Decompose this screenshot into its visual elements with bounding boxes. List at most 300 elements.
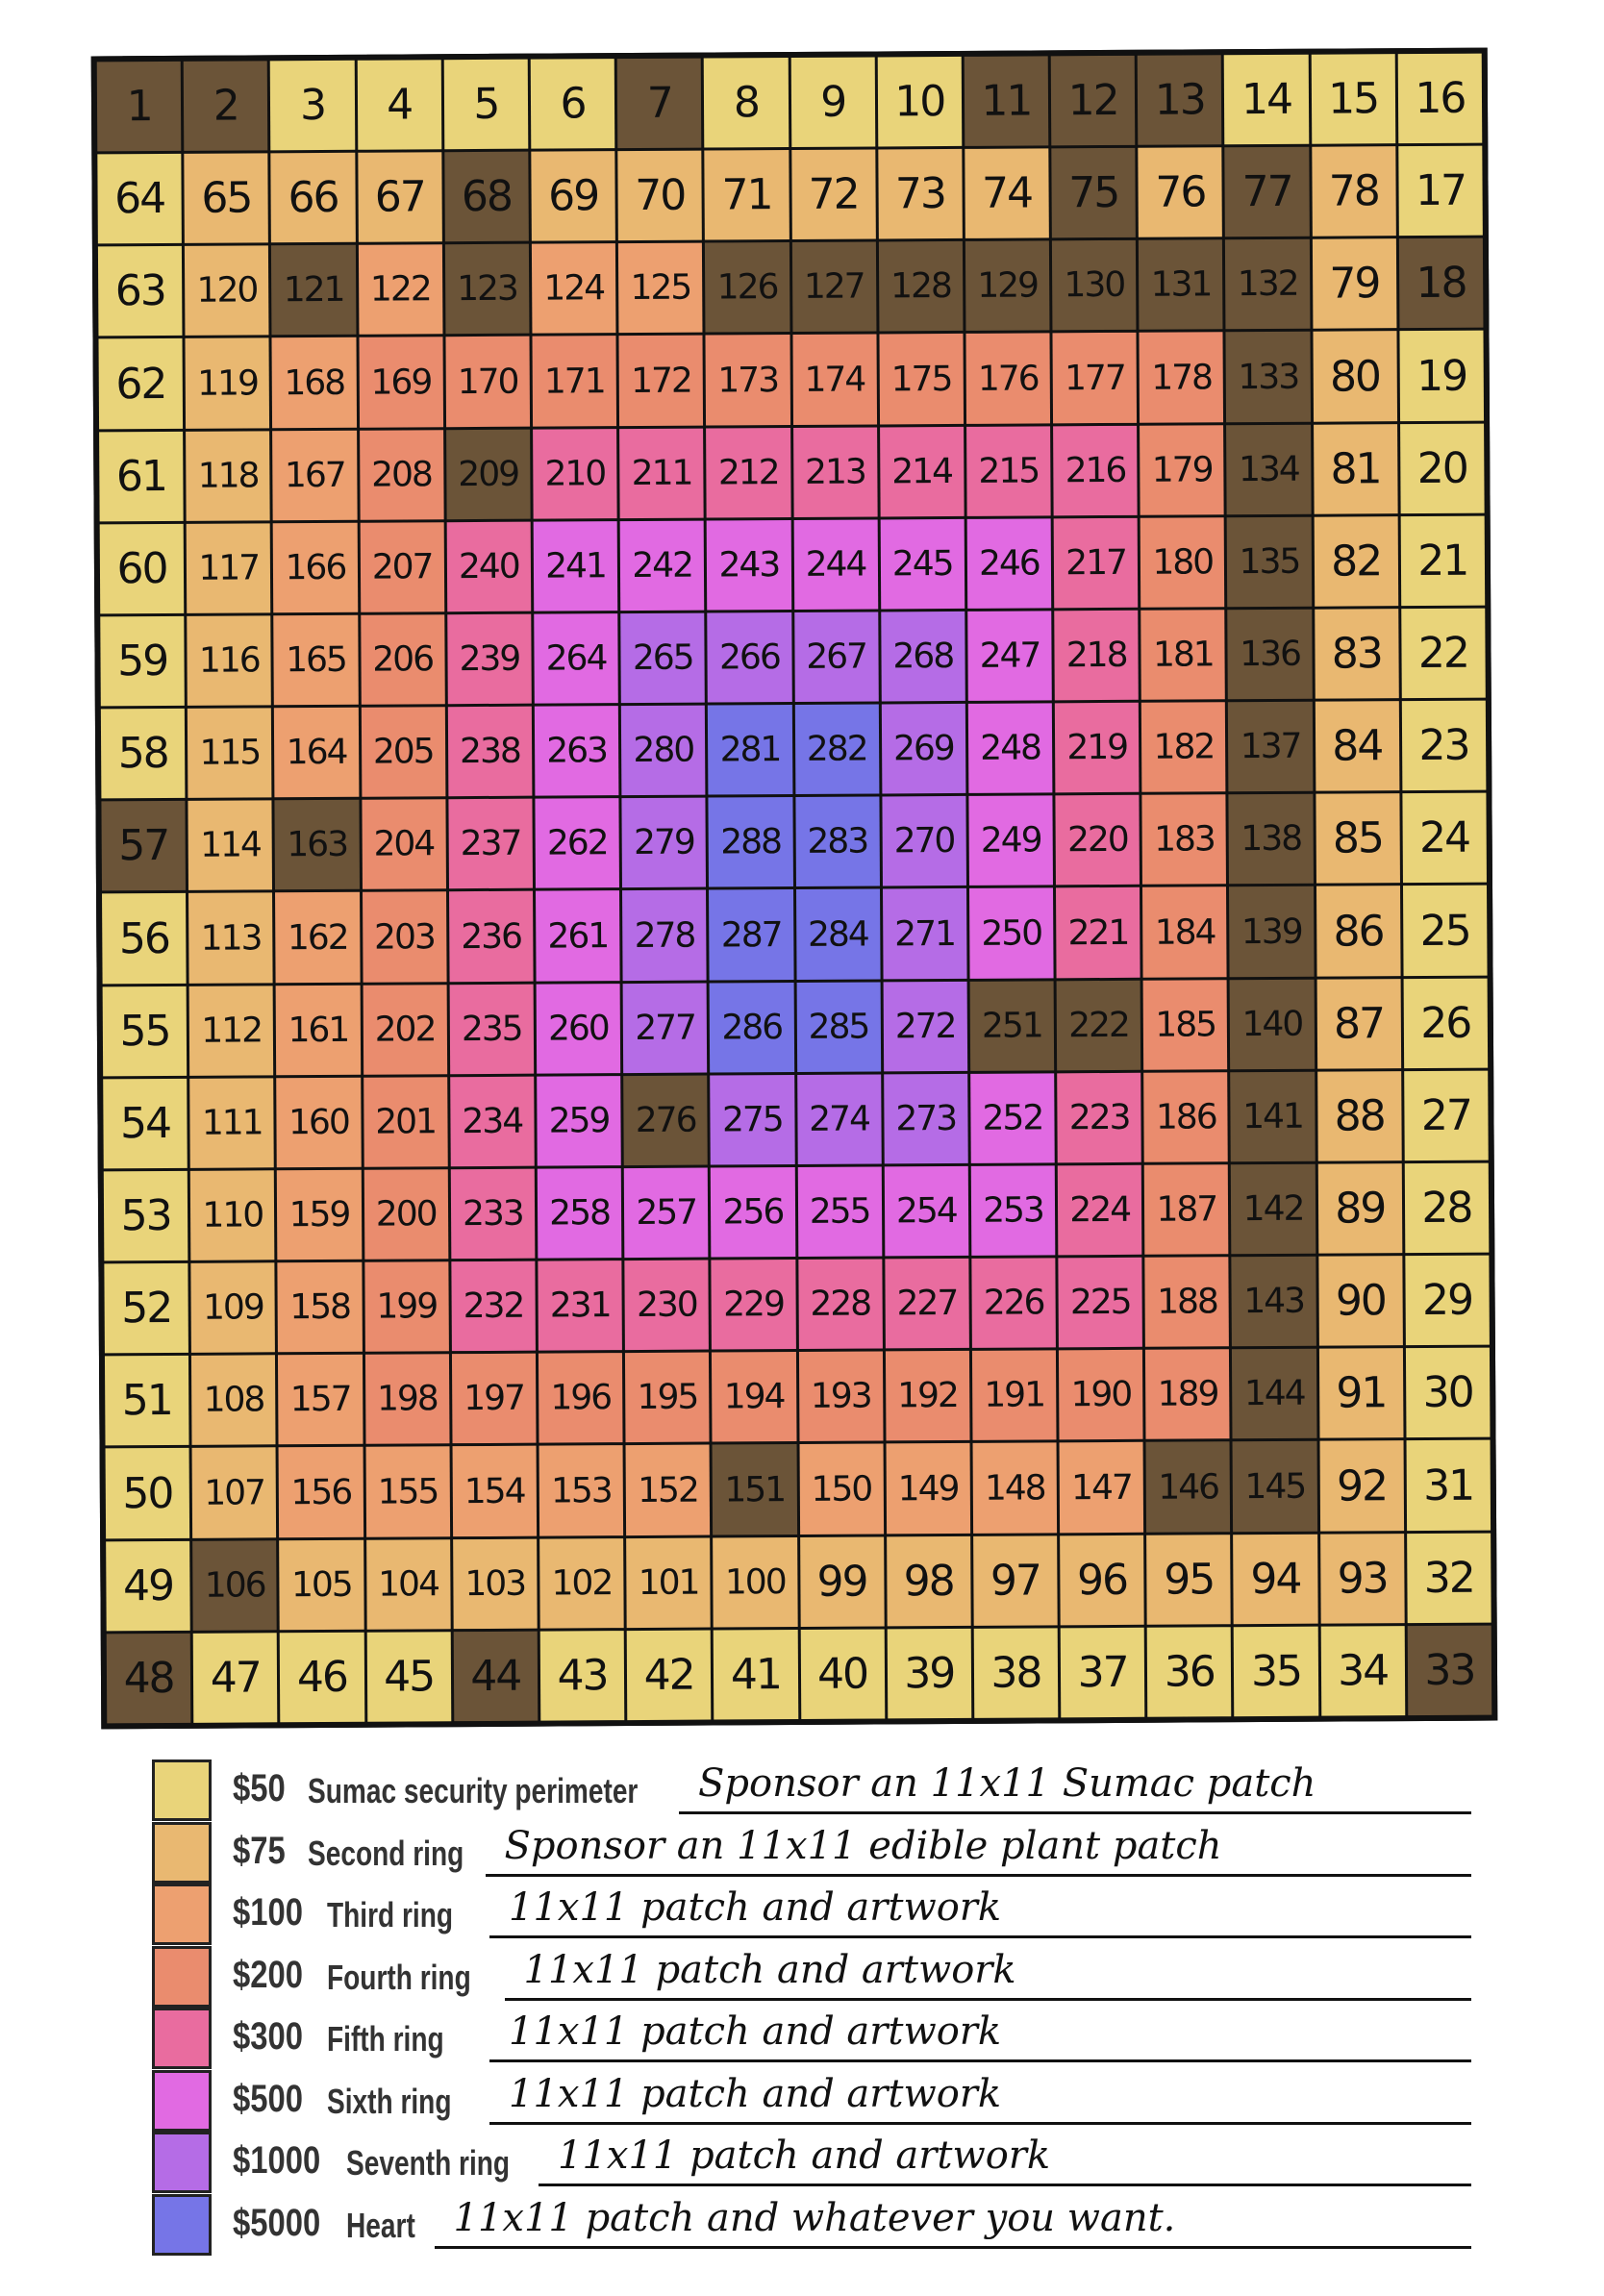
grid-cell: 268	[881, 611, 965, 702]
grid-cell: 22	[1401, 609, 1486, 699]
grid-cell: 54	[103, 1079, 188, 1169]
grid-cell: 260	[537, 984, 621, 1074]
grid-cell: 44	[453, 1631, 538, 1721]
grid-cell: 97	[973, 1535, 1058, 1626]
legend-handwritten-note: Sponsor an 11x11 edible plant patch	[504, 1823, 1222, 1868]
grid-cell: 198	[365, 1355, 450, 1445]
grid-cell: 205	[361, 707, 445, 797]
grid-cell: 27	[1404, 1070, 1489, 1160]
grid-cell: 5	[443, 60, 528, 150]
grid-cell: 64	[97, 154, 182, 244]
grid-cell: 83	[1315, 609, 1399, 699]
grid-cell: 170	[445, 337, 530, 427]
grid-cell: 272	[883, 982, 967, 1072]
grid-cell: 21	[1400, 515, 1485, 606]
grid-cell: 137	[1228, 702, 1313, 792]
grid-cell: 279	[622, 798, 707, 888]
grid-cell: 257	[624, 1168, 709, 1259]
grid-cell: 107	[192, 1448, 277, 1538]
grid-cell: 230	[624, 1260, 709, 1351]
grid-cell: 105	[280, 1539, 364, 1630]
grid-cell: 228	[798, 1260, 883, 1350]
grid-cell: 246	[967, 518, 1052, 609]
grid-cell: 60	[100, 524, 185, 614]
grid-cell: 227	[885, 1259, 969, 1349]
grid-cell: 266	[708, 612, 792, 703]
grid-cell: 45	[366, 1632, 451, 1722]
grid-cell: 245	[880, 519, 965, 610]
grid-cell: 162	[275, 892, 360, 983]
grid-cell: 215	[966, 426, 1051, 516]
legend-row	[144, 2132, 1491, 2194]
grid-cell: 273	[884, 1074, 968, 1164]
grid-cell: 66	[271, 153, 356, 243]
grid-cell: 59	[100, 616, 185, 707]
grid-cell: 172	[619, 336, 704, 426]
grid-cell: 233	[451, 1169, 536, 1260]
grid-cell: 16	[1398, 54, 1483, 144]
grid-cell: 55	[103, 986, 188, 1077]
grid-cell: 182	[1141, 702, 1226, 792]
grid-cell: 217	[1054, 518, 1139, 609]
grid-cell: 154	[452, 1446, 537, 1536]
grid-cell: 248	[968, 704, 1053, 794]
grid-cell: 47	[193, 1633, 278, 1723]
grid-cell: 202	[363, 985, 447, 1075]
grid-cell: 121	[271, 245, 356, 336]
grid-cell: 18	[1399, 238, 1484, 329]
grid-cell: 50	[106, 1448, 190, 1538]
grid-cell: 263	[535, 706, 619, 796]
legend-handwritten-note: 11x11 patch and artwork	[509, 2009, 1002, 2054]
grid-cell: 191	[972, 1351, 1057, 1441]
grid-cell: 277	[623, 983, 708, 1073]
grid-cell: 249	[968, 796, 1053, 886]
legend-ring-name: Fifth ring	[327, 2019, 444, 2059]
grid-cell: 124	[532, 243, 616, 334]
legend-ring-name: Heart	[346, 2205, 415, 2245]
grid-cell: 265	[620, 613, 705, 704]
grid-cell: 270	[882, 796, 966, 886]
grid-cell: 86	[1316, 886, 1401, 977]
grid-cell: 178	[1140, 333, 1224, 423]
grid-cell: 77	[1225, 147, 1310, 237]
grid-cell: 196	[539, 1353, 623, 1443]
grid-cell: 151	[713, 1444, 797, 1535]
grid-cell: 155	[365, 1447, 450, 1537]
grid-cell: 231	[538, 1260, 622, 1351]
grid-cell: 81	[1314, 424, 1398, 514]
grid-cell: 274	[797, 1074, 882, 1164]
grid-cell: 74	[965, 149, 1049, 239]
grid-cell: 140	[1230, 979, 1315, 1069]
grid-cell: 106	[192, 1540, 277, 1631]
legend-handwritten-note: 11x11 patch and artwork	[558, 2134, 1051, 2178]
grid-cell: 247	[967, 611, 1052, 701]
grid-cell: 197	[452, 1354, 537, 1444]
grid-cell: 11	[965, 56, 1049, 146]
grid-cell: 240	[446, 521, 531, 611]
grid-cell: 141	[1231, 1072, 1316, 1162]
grid-cell: 176	[965, 334, 1050, 424]
legend	[144, 1759, 1491, 2256]
grid-cell: 52	[104, 1263, 188, 1354]
grid-cell: 145	[1233, 1441, 1317, 1532]
grid-cell: 175	[879, 334, 964, 424]
legend-ring-name: Sixth ring	[327, 2081, 452, 2121]
grid-cell: 189	[1145, 1350, 1230, 1440]
grid-cell: 109	[191, 1262, 276, 1353]
grid-cell: 262	[535, 798, 619, 888]
grid-cell: 147	[1060, 1442, 1144, 1533]
grid-cell: 225	[1058, 1258, 1142, 1348]
grid-cell: 82	[1314, 516, 1398, 607]
legend-swatch	[152, 1946, 212, 2008]
grid-cell: 146	[1146, 1442, 1231, 1533]
grid-cell: 94	[1234, 1534, 1318, 1624]
grid-cell: 89	[1317, 1163, 1402, 1254]
grid-cell: 36	[1147, 1627, 1232, 1717]
grid-cell: 214	[880, 427, 965, 517]
grid-cell: 122	[358, 245, 442, 336]
legend-ring-name: Seventh ring	[346, 2143, 511, 2183]
grid-cell: 101	[626, 1537, 711, 1628]
legend-price: $75	[233, 1829, 286, 1872]
grid-cell: 183	[1142, 795, 1227, 886]
legend-swatch	[152, 2008, 212, 2069]
grid-cell: 144	[1232, 1349, 1316, 1439]
grid-cell: 216	[1053, 425, 1138, 515]
grid-cell: 125	[618, 243, 703, 334]
grid-cell: 2	[184, 61, 268, 151]
grid-cell: 264	[534, 613, 618, 704]
grid-cell: 241	[534, 521, 618, 611]
grid-cell: 165	[274, 615, 359, 706]
grid-cell: 232	[451, 1261, 536, 1352]
grid-cell: 6	[531, 59, 615, 149]
grid-cell: 185	[1143, 980, 1228, 1070]
grid-cell: 218	[1054, 611, 1139, 701]
grid-cell: 221	[1056, 887, 1140, 978]
legend-row	[144, 2008, 1491, 2070]
grid-cell: 113	[188, 893, 273, 984]
grid-cell: 253	[971, 1165, 1056, 1256]
grid-cell: 171	[532, 337, 616, 427]
grid-cell: 157	[278, 1355, 363, 1445]
grid-cell: 102	[539, 1538, 624, 1629]
grid-cell: 56	[102, 893, 187, 984]
grid-cell: 203	[363, 892, 447, 983]
grid-cell: 43	[540, 1631, 625, 1721]
grid-cell: 201	[363, 1077, 448, 1167]
legend-underline	[679, 1811, 1471, 1814]
grid-cell: 30	[1406, 1348, 1491, 1438]
grid-cell: 269	[882, 704, 966, 794]
grid-cell: 258	[538, 1168, 622, 1259]
legend-swatch	[152, 1822, 212, 1884]
grid-cell: 131	[1139, 240, 1223, 331]
grid-cell: 134	[1227, 424, 1312, 514]
grid-cell: 17	[1398, 146, 1483, 237]
grid-cell: 267	[794, 611, 879, 702]
grid-cell: 156	[279, 1447, 363, 1537]
grid-cell: 37	[1061, 1628, 1145, 1718]
grid-cell: 193	[798, 1352, 883, 1442]
grid-cell: 117	[187, 523, 271, 613]
grid-cell: 180	[1140, 517, 1225, 608]
grid-cell: 190	[1059, 1350, 1143, 1440]
grid-cell: 256	[711, 1167, 795, 1258]
grid-cell: 288	[709, 797, 793, 887]
grid-cell: 71	[705, 150, 789, 240]
grid-cell: 239	[447, 614, 532, 705]
grid-cell: 160	[277, 1078, 362, 1168]
grid-cell: 179	[1140, 425, 1224, 515]
grid-cell: 33	[1408, 1625, 1492, 1715]
grid-cell: 259	[537, 1076, 621, 1166]
legend-handwritten-note: 11x11 patch and artwork	[509, 1885, 1002, 1930]
grid-cell: 4	[357, 60, 441, 150]
legend-underline	[486, 1874, 1472, 1877]
grid-cell: 153	[539, 1446, 623, 1536]
legend-row	[144, 1822, 1491, 1884]
grid-cell: 243	[707, 520, 791, 611]
legend-ring-name: Third ring	[327, 1895, 454, 1934]
grid-cell: 41	[714, 1630, 798, 1720]
grid-cell: 184	[1142, 887, 1227, 978]
grid-cell: 222	[1057, 980, 1141, 1070]
grid-cell: 100	[713, 1537, 797, 1628]
legend-handwritten-note: 11x11 patch and whatever you want.	[453, 2195, 1176, 2240]
legend-handwritten-note: 11x11 patch and artwork	[509, 2071, 1002, 2116]
grid-cell: 237	[448, 799, 533, 889]
legend-underline	[539, 2184, 1471, 2186]
grid-cell: 35	[1234, 1627, 1318, 1717]
grid-cell: 58	[101, 709, 186, 799]
grid-cell: 93	[1320, 1534, 1405, 1624]
grid-cell: 115	[188, 708, 272, 798]
grid-cell: 112	[189, 986, 274, 1076]
grid-cell: 70	[617, 151, 702, 241]
grid-cell: 42	[627, 1630, 712, 1720]
grid-cell: 20	[1400, 423, 1485, 513]
grid-cell: 108	[191, 1356, 276, 1446]
grid-cell: 282	[794, 705, 879, 795]
legend-swatch	[152, 2132, 212, 2193]
grid-cell: 119	[186, 338, 270, 429]
grid-cell: 177	[1053, 333, 1138, 423]
grid-cell: 224	[1058, 1165, 1142, 1256]
legend-price: $1000	[233, 2139, 321, 2182]
grid-cell: 281	[708, 705, 792, 795]
grid-cell: 235	[449, 984, 534, 1074]
grid-cell: 73	[878, 149, 963, 239]
grid-cell: 195	[625, 1353, 710, 1443]
grid-cell: 136	[1228, 610, 1313, 700]
grid-cell: 3	[270, 61, 355, 151]
grid-cell: 120	[185, 246, 269, 337]
legend-handwritten-note: Sponsor an 11x11 Sumac patch	[698, 1761, 1316, 1806]
grid-cell: 143	[1232, 1257, 1316, 1347]
grid-cell: 84	[1315, 701, 1399, 791]
grid-cell: 186	[1143, 1072, 1228, 1162]
grid-cell: 252	[970, 1073, 1055, 1163]
grid-cell: 286	[710, 983, 794, 1073]
grid-cell: 31	[1406, 1440, 1491, 1531]
grid-cell: 169	[359, 337, 443, 428]
grid-cell: 139	[1229, 886, 1314, 977]
grid-cell: 10	[877, 57, 962, 147]
grid-cell: 13	[1138, 55, 1222, 145]
legend-underline	[435, 2246, 1472, 2249]
grid-cell: 1	[97, 62, 182, 152]
grid-cell: 7	[617, 59, 702, 149]
grid-cell: 76	[1139, 147, 1223, 237]
legend-underline	[489, 2122, 1471, 2125]
grid-cell: 206	[361, 614, 445, 705]
legend-row	[144, 1946, 1491, 2009]
grid-cell: 159	[277, 1170, 362, 1260]
grid-cell: 211	[619, 428, 704, 518]
grid-cell: 28	[1405, 1163, 1490, 1254]
grid-cell: 229	[712, 1260, 796, 1350]
grid-cell: 26	[1403, 978, 1488, 1068]
grid-cell: 158	[278, 1262, 363, 1353]
grid-cell: 103	[453, 1538, 538, 1629]
grid-cell: 271	[883, 888, 967, 979]
legend-swatch	[152, 2070, 212, 2132]
grid-cell: 68	[444, 152, 529, 242]
legend-price: $300	[233, 2015, 303, 2058]
grid-cell: 57	[101, 801, 186, 891]
grid-cell: 98	[887, 1536, 971, 1627]
grid-cell: 127	[791, 242, 876, 333]
grid-cell: 283	[795, 797, 880, 887]
grid-cell: 174	[792, 335, 877, 425]
grid-cell: 78	[1312, 146, 1396, 237]
grid-cell: 12	[1051, 56, 1136, 146]
grid-cell: 275	[710, 1075, 794, 1165]
grid-cell: 65	[185, 153, 269, 243]
grid-cell: 38	[974, 1628, 1059, 1718]
legend-price: $500	[233, 2077, 303, 2120]
grid-cell: 250	[969, 888, 1054, 979]
legend-ring-name: Sumac security perimeter	[308, 1771, 639, 1810]
grid-cell: 173	[706, 336, 790, 426]
grid-cell: 40	[800, 1629, 885, 1719]
legend-underline	[489, 1935, 1471, 1938]
sponsorship-grid	[91, 48, 1498, 1730]
grid-cell: 244	[793, 519, 878, 610]
grid-cell: 99	[800, 1536, 885, 1627]
grid-cell: 213	[793, 427, 878, 517]
grid-cell: 148	[972, 1443, 1057, 1534]
grid-cell: 48	[107, 1634, 191, 1724]
grid-cell: 209	[446, 429, 531, 519]
legend-swatch	[152, 2194, 212, 2256]
grid-cell: 130	[1052, 240, 1137, 331]
legend-row	[144, 2194, 1491, 2257]
grid-cell: 8	[704, 58, 789, 148]
legend-ring-name: Second ring	[308, 1833, 464, 1873]
grid-cell: 104	[366, 1539, 451, 1630]
legend-price: $200	[233, 1953, 303, 1996]
grid-cell: 207	[360, 522, 444, 612]
grid-cell: 29	[1405, 1256, 1490, 1346]
grid-cell: 164	[274, 708, 359, 798]
grid-cell: 116	[187, 615, 271, 706]
grid-cell: 276	[623, 1075, 708, 1165]
grid-cell: 91	[1319, 1348, 1404, 1438]
grid-cell: 88	[1317, 1071, 1402, 1161]
grid-cell: 149	[886, 1443, 970, 1534]
legend-row	[144, 2070, 1491, 2133]
grid-cell: 204	[362, 800, 446, 890]
grid-cell: 236	[449, 891, 534, 982]
grid-cell: 53	[104, 1171, 188, 1261]
grid-cell: 167	[272, 430, 357, 520]
grid-cell: 168	[272, 337, 357, 428]
grid-cell: 46	[280, 1633, 364, 1723]
grid-cell: 90	[1318, 1256, 1403, 1346]
grid-cell: 150	[799, 1444, 884, 1535]
grid-cell: 142	[1231, 1164, 1316, 1255]
legend-swatch	[152, 1884, 212, 1945]
grid-cell: 242	[620, 520, 705, 611]
grid-cell: 278	[622, 890, 707, 981]
grid-cell: 261	[536, 891, 620, 982]
grid-cell: 132	[1225, 239, 1310, 330]
legend-handwritten-note: 11x11 patch and artwork	[523, 1947, 1016, 1992]
grid-cell: 118	[186, 431, 270, 521]
grid-cell: 188	[1145, 1257, 1230, 1347]
legend-price: $5000	[233, 2201, 321, 2244]
grid-cell: 138	[1229, 794, 1314, 885]
grid-cell: 126	[705, 242, 789, 333]
grid-cell: 69	[531, 151, 615, 241]
grid-cell: 19	[1399, 331, 1484, 421]
grid-cell: 49	[106, 1541, 190, 1632]
legend-underline	[505, 1998, 1472, 2001]
grid-cell: 166	[273, 523, 358, 613]
grid-cell: 161	[276, 985, 361, 1075]
grid-cell: 254	[884, 1166, 968, 1257]
legend-price: $50	[233, 1767, 286, 1809]
grid-cell: 110	[190, 1170, 275, 1260]
grid-cell: 238	[448, 707, 533, 797]
grid-cell: 152	[626, 1445, 711, 1535]
legend-swatch	[152, 1759, 212, 1821]
grid-cell: 24	[1402, 793, 1487, 884]
grid-cell: 79	[1313, 238, 1397, 329]
grid-cell: 75	[1051, 148, 1136, 238]
legend-row	[144, 1884, 1491, 1946]
grid-cell: 200	[363, 1169, 448, 1260]
grid-cell: 219	[1055, 703, 1140, 793]
grid-cell: 63	[98, 246, 183, 337]
grid-cell: 87	[1316, 979, 1401, 1069]
grid-cell: 61	[99, 432, 184, 522]
legend-underline	[489, 2059, 1471, 2062]
grid-cell: 208	[360, 430, 444, 520]
grid-cell: 226	[971, 1259, 1056, 1349]
grid-cell: 111	[189, 1078, 274, 1168]
grid-cell: 96	[1060, 1535, 1144, 1625]
grid-cell: 280	[621, 706, 706, 796]
grid-cell: 123	[445, 244, 530, 335]
grid-cell: 133	[1226, 332, 1311, 422]
grid-cell: 25	[1403, 886, 1488, 976]
